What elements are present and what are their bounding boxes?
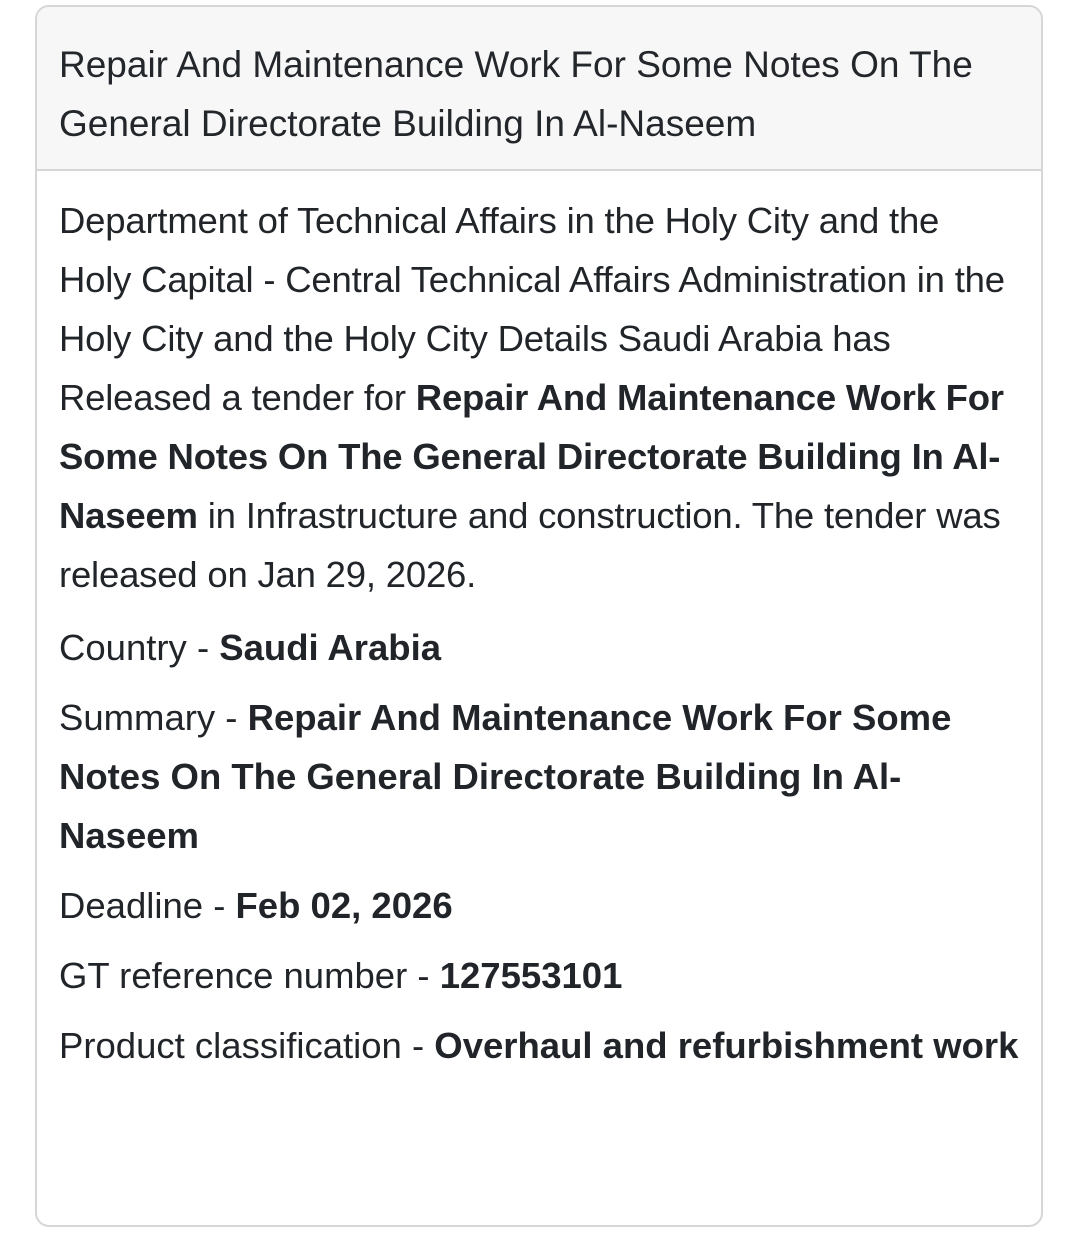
field-country <box>59 618 1019 677</box>
field-product-classification <box>59 1016 1019 1075</box>
field-value: Overhaul and refurbishment work <box>434 1025 1019 1066</box>
field-label: Deadline - <box>59 885 236 926</box>
field-value: Saudi Arabia <box>219 627 442 668</box>
description-suffix: in Infrastructure and construction. The tender was released on Jan 29, 2026. <box>59 495 1001 595</box>
field-deadline <box>59 876 1019 935</box>
tender-description <box>59 191 1019 604</box>
field-summary <box>59 688 1019 865</box>
tender-title: Repair And Maintenance Work For Some Notes On The General Directorate Building In Al-Naseem <box>37 7 1041 171</box>
field-label: Country - <box>59 627 220 668</box>
tender-card <box>35 5 1043 1227</box>
field-value: Feb 02, 2026 <box>235 885 453 926</box>
field-value: Repair And Maintenance Work For Some Notes On The General Directorate Building In Al-Naseem <box>59 697 952 856</box>
tender-body <box>37 171 1041 1075</box>
field-value: 127553101 <box>439 955 623 996</box>
field-label: GT reference number - <box>59 955 440 996</box>
field-label: Product classification - <box>59 1025 435 1066</box>
field-reference-number <box>59 946 1019 1005</box>
field-label: Summary - <box>59 697 248 738</box>
description-highlight: Repair And Maintenance Work For Some Notes On The General Directorate Building In Al-Naseem <box>59 377 1004 536</box>
description-prefix: Department of Technical Affairs in the Holy City and the Holy Capital - Central Technical Affairs Administration in the Holy City and the Holy City Details Saudi Arabia has Released a tender for <box>59 200 1005 418</box>
